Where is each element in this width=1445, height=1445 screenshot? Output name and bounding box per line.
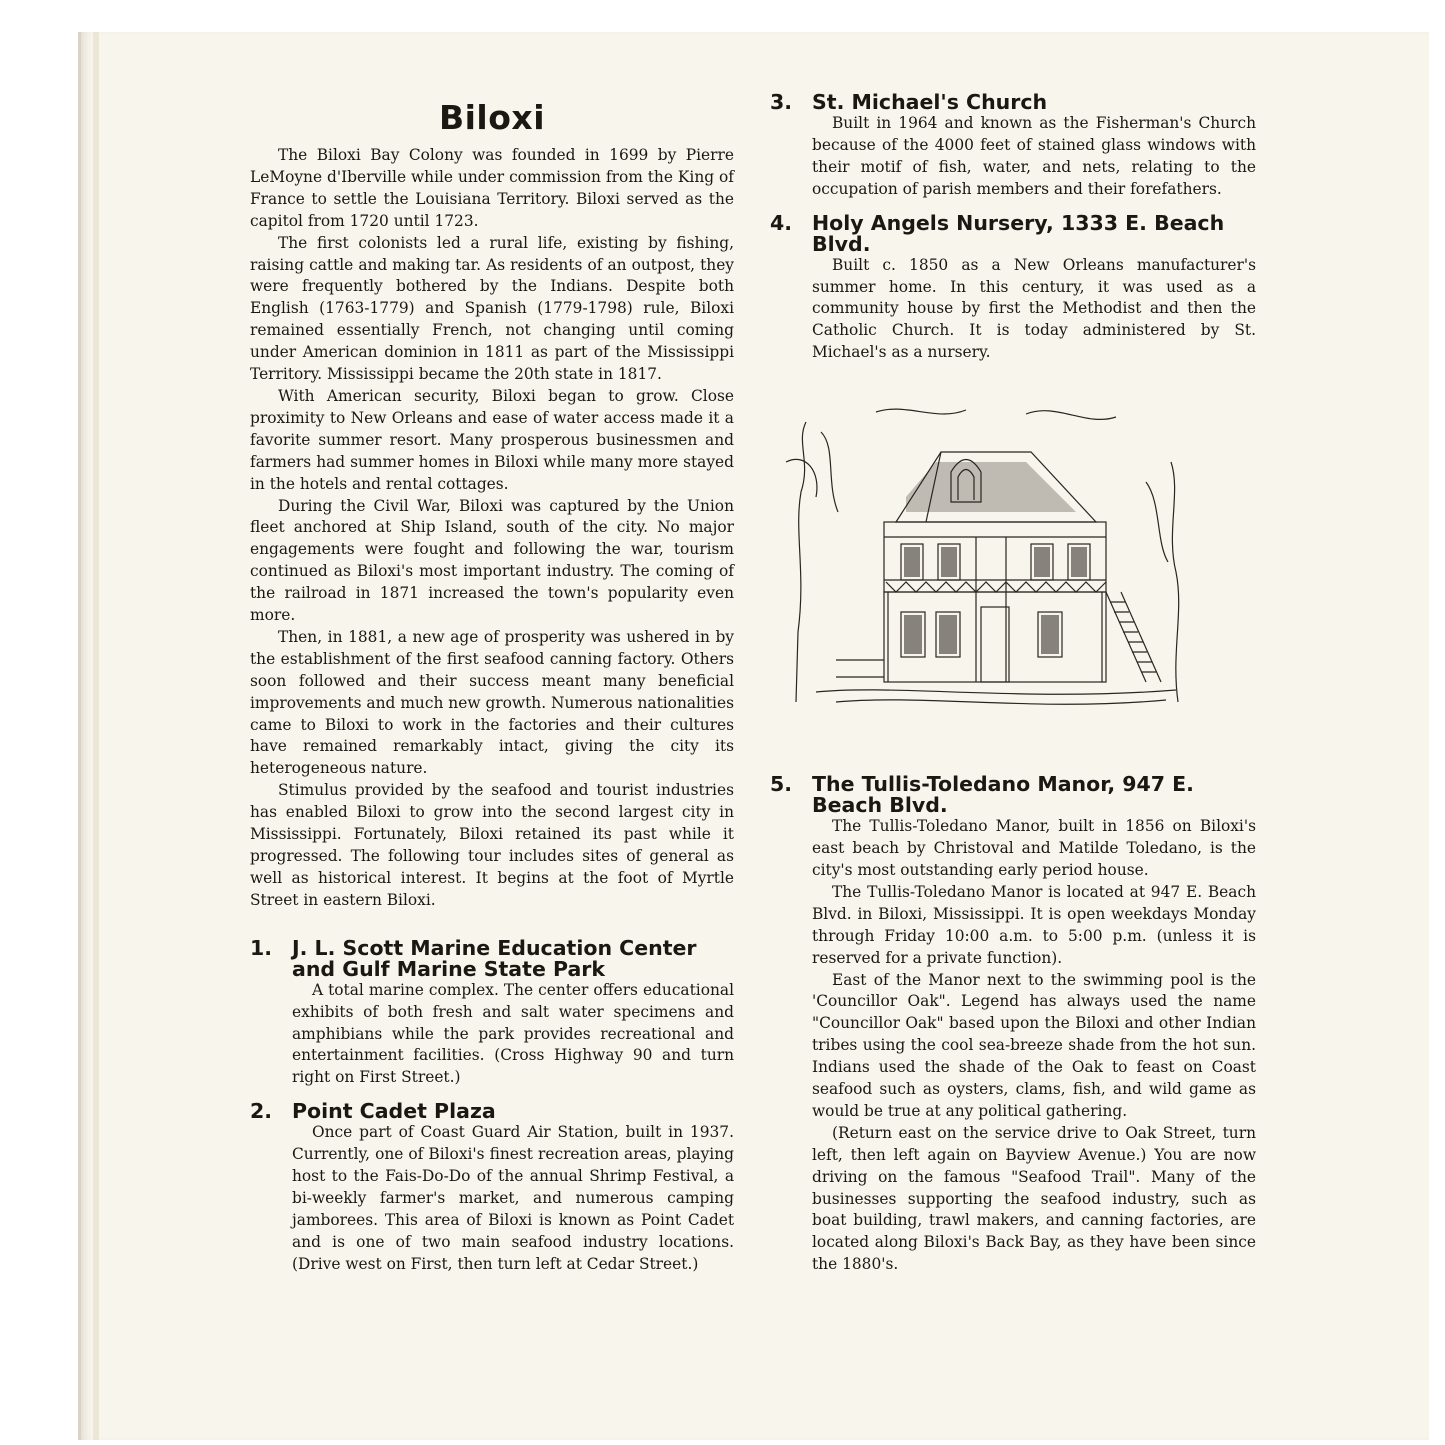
site-paragraph: A total marine complex. The center offers educational exhibits of both fresh and salt water specimens and amphibians while the park provides recreational and entertainment facilities. (Cross Highway 90 and turn right on First Street.) xyxy=(292,980,734,1087)
site-body xyxy=(250,980,734,1090)
site-1 xyxy=(250,935,734,1090)
site-title: Holy Angels Nursery, 1333 E. Beach Blvd. xyxy=(812,210,1225,256)
site-paragraph: The Tullis-Toledano Manor, built in 1856 on Biloxi's east beach by Christoval and Matilde Toledano, is the city's most outstanding early period house. xyxy=(812,817,1256,879)
site-5 xyxy=(770,774,1256,1276)
site-heading xyxy=(250,935,734,981)
site-paragraph: (Return east on the service drive to Oak Street, turn left, then left again on Bayview Avenue.) You are now driving on the famous "Seafood Trail". Many of the businesses supporting the seafood industry, such as boat building, trawl makers, and canning factories, are located along Biloxi's Back Bay, as they have been since the 1880's. xyxy=(812,1123,1256,1274)
site-number: 2. xyxy=(250,1099,273,1124)
site-heading xyxy=(770,92,1256,113)
site-body xyxy=(250,1122,734,1275)
site-heading xyxy=(770,774,1256,816)
house-illustration xyxy=(776,402,1196,732)
intro-paragraph: The Biloxi Bay Colony was founded in 1699 by Pierre LeMoyne d'Iberville while under commission from the King of France to settle the Louisiana Territory. Biloxi served as the capitol from 1720 until 1723. xyxy=(250,146,734,230)
page-title: Biloxi xyxy=(438,98,546,137)
right-column xyxy=(770,88,1256,1276)
site-paragraph: East of the Manor next to the swimming pool is the 'Councillor Oak". Legend has always used the name "Councillor Oak" based upon the Biloxi and other Indian tribes using the cool sea-breeze shade from the hot sun. Indians used the shade of the Oak to feast on Coast seafood such as oysters, clams, fish, and wild game as would be true at any political gathering. xyxy=(812,970,1256,1120)
page-edge xyxy=(93,32,99,1440)
site-paragraph: Built in 1964 and known as the Fisherman's Church because of the 4000 feet of stained glass windows with their motif of fish, water, and nets, relating to the occupation of parish members and their forefathers. xyxy=(812,114,1256,198)
site-4 xyxy=(770,210,1256,365)
house-sketch xyxy=(776,402,1196,732)
intro-section xyxy=(250,145,734,912)
intro-paragraph: During the Civil War, Biloxi was captured by the Union fleet anchored at Ship Island, south of the city. No major engagements were fought and following the war, tourism continued as Biloxi's most important industry. The coming of the railroad in 1871 increased the town's popularity even more. xyxy=(250,496,734,625)
site-body xyxy=(770,113,1256,201)
site-3 xyxy=(770,92,1256,201)
site-paragraph: The Tullis-Toledano Manor is located at 947 E. Beach Blvd. in Biloxi, Mississippi. It is open weekdays Monday through Friday 10:00 a.m. to 5:00 p.m. (unless it is reserved for a private function). xyxy=(812,882,1256,967)
site-number: 5. xyxy=(770,772,793,797)
site-title: Point Cadet Plaza xyxy=(292,1099,496,1124)
intro-paragraph: Then, in 1881, a new age of prosperity was ushered in by the establishment of the first seafood canning factory. Others soon followed and their success meant many beneficial improvements and much new growth. Numerous nationalities came to Biloxi to work in the factories and their cultures have remained remarkably intact, giving the city its heterogeneous nature. xyxy=(250,627,734,778)
site-heading xyxy=(770,210,1256,256)
site-body xyxy=(770,816,1256,1276)
site-title: St. Michael's Church xyxy=(812,90,1048,114)
site-title: The Tullis-Toledano Manor, 947 E. Beach Blvd. xyxy=(812,772,1194,818)
site-heading xyxy=(250,1101,734,1122)
site-body xyxy=(770,255,1256,365)
intro-paragraph: Stimulus provided by the seafood and tourist industries has enabled Biloxi to grow into the second largest city in Mississippi. Fortunately, Biloxi retained its past while it progressed. The following tour includes sites of general as well as historical interest. It begins at the foot of Myrtle Street in eastern Biloxi. xyxy=(250,781,734,909)
site-title: J. L. Scott Marine Education Center and Gulf Marine State Park xyxy=(292,935,697,981)
left-column xyxy=(250,98,734,1276)
site-number: 3. xyxy=(770,90,793,114)
site-2 xyxy=(250,1101,734,1275)
site-paragraph: Built c. 1850 as a New Orleans manufacturer's summer home. In this century, it was used as a community house by first the Methodist and then the Catholic Church. It is today administered by St. Michael's as a nursery. xyxy=(812,255,1256,362)
intro-paragraph: The first colonists led a rural life, existing by fishing, raising cattle and making tar. As residents of an outpost, they were frequently bothered by the Indians. Despite both English (1763-1779) and Spanish (1779-1798) rule, Biloxi remained essentially French, not changing until coming under American dominion in 1811 as part of the Mississippi Territory. Mississippi became the 20th state in 1817. xyxy=(250,233,734,384)
site-number: 4. xyxy=(770,210,793,235)
intro-paragraph: With American security, Biloxi began to grow. Close proximity to New Orleans and ease of water access made it a favorite summer resort. Many prosperous businessmen and farmers had summer homes in Biloxi while many more stayed in the hotels and rental cottages. xyxy=(250,386,734,493)
site-paragraph: Once part of Coast Guard Air Station, built in 1937. Currently, one of Biloxi's finest recreation areas, playing host to the Fais-Do-Do of the annual Shrimp Festival, a bi-weekly farmer's market, and numerous camping jamborees. This area of Biloxi is known as Point Cadet and is one of two main seafood industry locations. (Drive west on First, then turn left at Cedar Street.) xyxy=(292,1123,734,1273)
site-number: 1. xyxy=(250,935,273,960)
